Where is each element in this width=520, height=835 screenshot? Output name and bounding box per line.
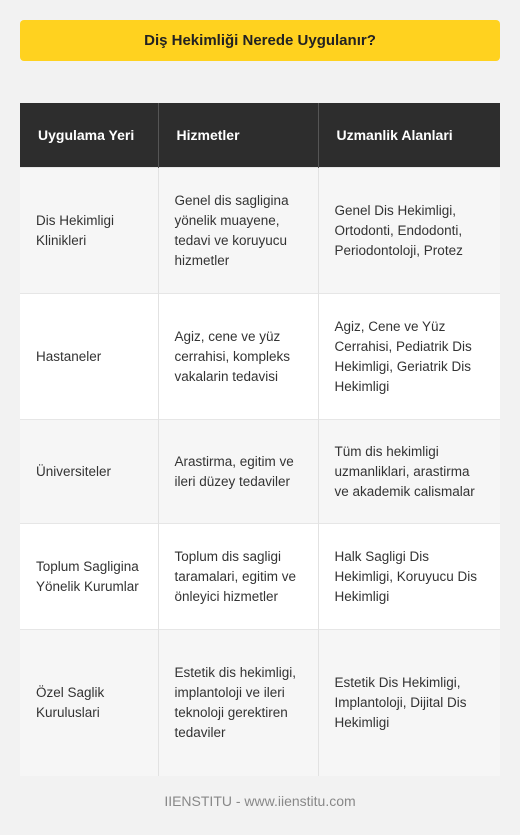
table-row xyxy=(20,630,500,776)
table-cell-specialties: Genel Dis Hekimligi, Ortodonti, Endodonti, Periodontoloji, Protez xyxy=(318,168,500,294)
table-row xyxy=(20,420,500,524)
table-cell-location: Üniversiteler xyxy=(20,420,158,524)
table-cell-services: Arastirma, egitim ve ileri düzey tedaviler xyxy=(158,420,318,524)
table-cell-location: Hastaneler xyxy=(20,294,158,420)
page-title xyxy=(20,20,500,61)
table-cell-location: Özel Saglik Kuruluslari xyxy=(20,630,158,776)
table-cell-specialties: Halk Sagligi Dis Hekimligi, Koruyucu Dis Hekimligi xyxy=(318,524,500,630)
table-row xyxy=(20,524,500,630)
table-header-row xyxy=(20,103,500,168)
header-location: Uygulama Yeri xyxy=(20,103,158,168)
table-cell-location: Dis Hekimligi Klinikleri xyxy=(20,168,158,294)
table-cell-specialties: Agiz, Cene ve Yüz Cerrahisi, Pediatrik Dis Hekimligi, Geriatrik Dis Hekimligi xyxy=(318,294,500,420)
header-specialties: Uzmanlik Alanlari xyxy=(318,103,500,168)
table-cell-services: Genel dis sagligina yönelik muayene, tedavi ve koruyucu hizmetler xyxy=(158,168,318,294)
table-row xyxy=(20,294,500,420)
table-cell-services: Estetik dis hekimligi, implantoloji ve ileri teknoloji gerektiren tedaviler xyxy=(158,630,318,776)
footer-credit: IIENSTITU - www.iienstitu.com xyxy=(164,793,356,809)
table-row xyxy=(20,168,500,294)
data-table xyxy=(20,103,500,776)
table-cell-services: Toplum dis sagligi taramalari, egitim ve önleyici hizmetler xyxy=(158,524,318,630)
page-title-text: Diş Hekimliği Nerede Uygulanır? xyxy=(144,32,376,49)
table-cell-services: Agiz, cene ve yüz cerrahisi, kompleks vakalarin tedavisi xyxy=(158,294,318,420)
table-cell-location: Toplum Sagligina Yönelik Kurumlar xyxy=(20,524,158,630)
table-cell-specialties: Tüm dis hekimligi uzmanliklari, arastirma ve akademik calismalar xyxy=(318,420,500,524)
table-cell-specialties: Estetik Dis Hekimligi, Implantoloji, Dijital Dis Hekimligi xyxy=(318,630,500,776)
header-services: Hizmetler xyxy=(158,103,318,168)
